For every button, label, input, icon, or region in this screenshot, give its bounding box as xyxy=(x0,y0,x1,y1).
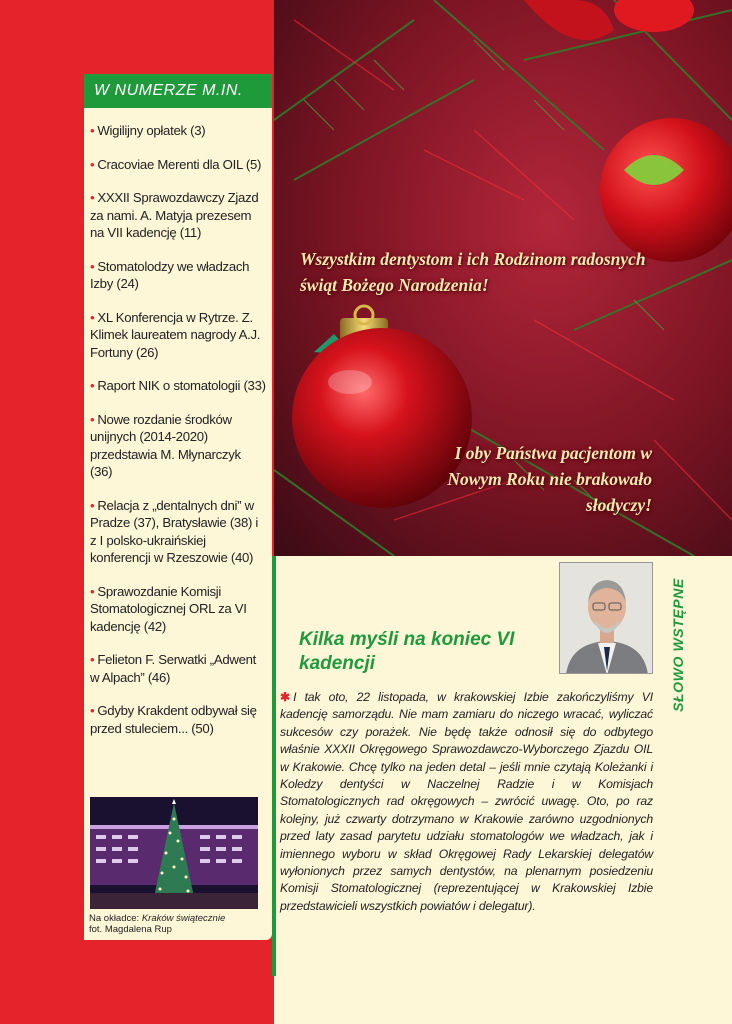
author-portrait xyxy=(559,562,653,674)
asterisk-icon: ✱ xyxy=(280,690,291,704)
article-title: Kilka myśli na koniec VI kadencji xyxy=(299,629,515,674)
author-photo xyxy=(560,563,653,674)
greeting-new-year: I oby Państwa pacjentom w Nowym Roku nie brakowało słodyczy! xyxy=(447,443,652,515)
cover-image xyxy=(90,797,258,909)
bullet-icon: • xyxy=(90,411,95,427)
bullet-icon: • xyxy=(90,258,95,274)
bullet-icon: • xyxy=(90,309,95,325)
toc-item[interactable]: • Nowe rozdanie środków unijnych (2014-2020) przedstawia M. Młynarczyk (36) xyxy=(90,411,241,479)
cover-caption: Na okładce: Kraków świątecznie fot. Magdalena Rup xyxy=(89,913,226,935)
toc-item[interactable]: • Gdyby Krakdent odbywał się przed stuleciem... (50) xyxy=(90,703,257,736)
article-text: I tak oto, 22 listopada, w krakowskiej Izbie zakończyliśmy VI kadencję samorządu. Nie mam zamiaru do niczego wracać, wyliczać sukcesów czy porażek. Nie będę także odnosił się do odbytego właśnie XXXII Okręgowego Sprawozdawczo-Wyborczego Zjazdu OIL w Krakowie. Chcę tylko na jeden detal – jeśli mnie czytają Koleżanki i Koledzy dentyści w Naczelnej Radzie i w Komisjach Stomatologicznych rad okręgowych – zwrócić uwagę. Oto, po raz kolejny, już czwarty dotrzymano w Krakowie zarówno uzgodnionych przed laty zasad parytetu udziału stomatologów we władzach, jak i imiennego wyboru w skład Okręgowej Rady Lekarskiej delegatów wyłonionych przez samych dentystów, na plenarnym posiedzeniu Komisji Stomatologicznej (reprezentującej w Krakowskiej Izbie przedstawicieli wszystkich powiatów i delegatur). xyxy=(280,690,653,913)
cover-thumbnail xyxy=(90,797,258,909)
bullet-icon: • xyxy=(90,190,95,205)
toc-item[interactable]: • XXXII Sprawozdawczy Zjazd za nami. A. Matyja prezesem na VII kadencję (11) xyxy=(90,190,259,240)
bullet-icon: • xyxy=(90,156,95,172)
toc-heading: W NUMERZE M.IN. xyxy=(84,74,272,108)
toc-item[interactable]: • Raport NIK o stomatologii (33) xyxy=(90,378,266,393)
section-label: SŁOWO WSTĘPNE xyxy=(670,578,686,712)
bullet-icon: • xyxy=(90,583,95,599)
green-divider xyxy=(272,556,276,976)
bullet-icon: • xyxy=(90,378,95,393)
toc-item[interactable]: • Stomatolodzy we władzach Izby (24) xyxy=(90,258,250,291)
toc-item[interactable]: • XL Konferencja w Rytrze. Z. Klimek laureatem nagrody A.J. Fortuny (26) xyxy=(90,309,261,360)
toc-item[interactable]: • Relacja z „dentalnych dni” w Pradze (37), Bratysławie (38) i z I polsko-ukraińskiej konferencji w Rzeszowie (40) xyxy=(90,497,259,565)
bullet-icon: • xyxy=(90,703,95,718)
toc-item[interactable]: • Sprawozdanie Komisji Stomatologicznej ORL za VI kadencję (42) xyxy=(90,583,247,634)
bullet-icon: • xyxy=(90,123,95,138)
toc-item[interactable]: • Felieton F. Serwatki „Adwent w Alpach” (46) xyxy=(90,652,257,685)
toc-item[interactable]: • Wigilijny opłatek (3) xyxy=(90,123,206,138)
greeting-holidays: Wszystkim dentystom i ich Rodzinom radosnych świąt Bożego Narodzenia! xyxy=(300,249,646,295)
toc-list xyxy=(84,108,272,737)
toc-item[interactable]: • Cracoviae Merenti dla OIL (5) xyxy=(90,156,262,172)
bullet-icon: • xyxy=(90,497,95,513)
bullet-icon: • xyxy=(90,652,95,667)
article-body xyxy=(280,689,653,915)
